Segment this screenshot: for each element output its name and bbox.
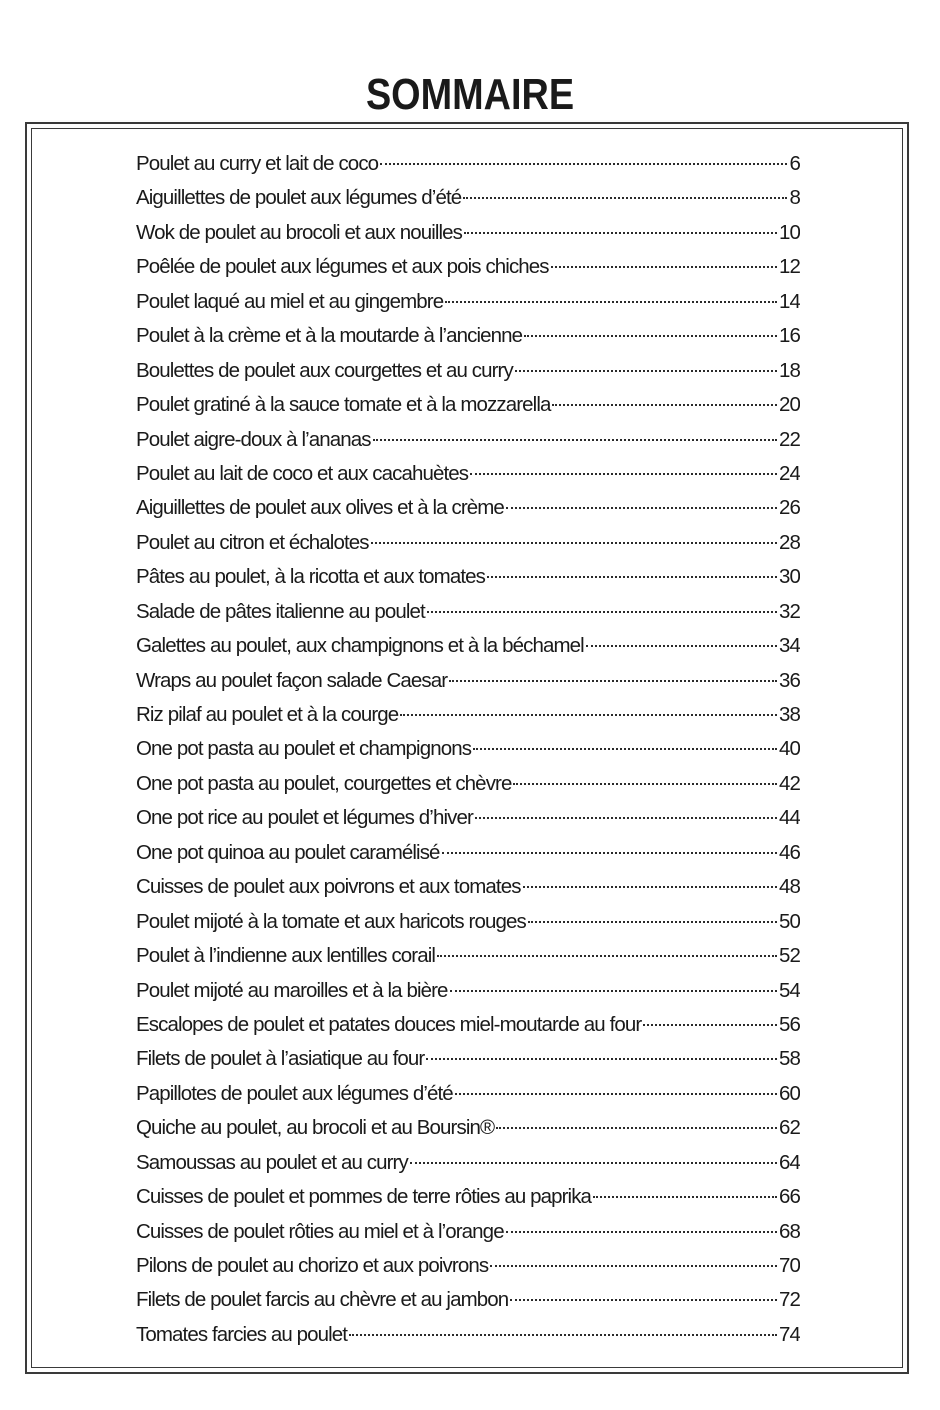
toc-entry[interactable] xyxy=(136,974,800,1008)
toc-entry-line xyxy=(136,698,800,732)
toc-entry-title: Poulet mijoté à la tomate et aux haricots rouges xyxy=(136,909,526,933)
toc-entry-title: One pot pasta au poulet et champignons xyxy=(136,737,472,761)
toc-entry-line xyxy=(136,1111,800,1145)
toc-entry-page-number: 70 xyxy=(778,1254,800,1277)
toc-entry[interactable] xyxy=(136,698,800,732)
toc-entry-line xyxy=(136,1077,800,1111)
toc-entry-line xyxy=(136,905,800,939)
toc-entry-page-number: 72 xyxy=(778,1288,800,1312)
toc-entry-page-number: 20 xyxy=(778,393,800,417)
toc-entry-title: Aiguillettes de poulet aux légumes d’été xyxy=(136,186,462,210)
toc-entry-line xyxy=(136,1180,800,1214)
toc-entry[interactable] xyxy=(136,939,800,973)
toc-dot-leader xyxy=(400,714,777,716)
toc-entry-title: Galettes au poulet, aux champignons et à la béchamel xyxy=(136,634,584,658)
toc-entry[interactable] xyxy=(136,1008,800,1042)
toc-dot-leader xyxy=(552,404,777,406)
toc-entry-page-number: 66 xyxy=(778,1185,800,1209)
toc-dot-leader xyxy=(410,1162,777,1164)
toc-entry-page-number: 44 xyxy=(778,806,800,830)
toc-entry-page-number: 40 xyxy=(778,737,800,761)
toc-dot-leader xyxy=(445,301,777,303)
toc-entry[interactable] xyxy=(136,181,800,215)
toc-entry-page-number: 14 xyxy=(778,289,800,313)
toc-dot-leader xyxy=(475,817,777,819)
toc-entry-title: Poulet au curry et lait de coco xyxy=(136,152,379,175)
toc-entry[interactable] xyxy=(136,285,800,319)
toc-entry-page-number: 12 xyxy=(778,255,800,279)
toc-entry-line xyxy=(136,181,800,215)
toc-entry[interactable] xyxy=(136,423,800,457)
toc-dot-leader xyxy=(473,748,777,750)
toc-entry-title: Poulet laqué au miel et au gingembre xyxy=(136,289,444,313)
toc-entry[interactable] xyxy=(136,491,800,525)
toc-entry[interactable] xyxy=(136,1318,800,1352)
toc-dot-leader xyxy=(349,1334,777,1336)
toc-entry-title: Salade de pâtes italienne au poulet xyxy=(136,599,425,623)
toc-entry-page-number: 26 xyxy=(778,496,800,520)
toc-dot-leader xyxy=(442,852,777,854)
toc-entry-line xyxy=(136,1146,800,1180)
toc-entry-line xyxy=(136,388,800,422)
toc-entry-title: Poulet mijoté au maroilles et à la bière xyxy=(136,978,448,1002)
toc-entry-line xyxy=(136,1318,800,1352)
toc-entry[interactable] xyxy=(136,250,800,284)
toc-entry-line xyxy=(136,629,800,663)
toc-dot-leader xyxy=(380,163,787,165)
toc-dot-leader xyxy=(523,886,777,888)
toc-dot-leader xyxy=(455,1093,777,1095)
toc-dot-leader xyxy=(426,1058,777,1060)
toc-entry-page-number: 74 xyxy=(778,1322,800,1346)
toc-entry-title: Poulet à la crème et à la moutarde à l’ancienne xyxy=(136,324,523,348)
toc-entry[interactable] xyxy=(136,388,800,422)
toc-entry-page-number: 64 xyxy=(778,1150,800,1174)
toc-entry-line xyxy=(136,836,800,870)
toc-entry-title: Boulettes de poulet aux courgettes et au curry xyxy=(136,358,513,382)
toc-entry-title: Cuisses de poulet et pommes de terre rôties au paprika xyxy=(136,1185,592,1209)
toc-entry-title: Cuisses de poulet rôties au miel et à l’orange xyxy=(136,1219,504,1243)
toc-dot-leader xyxy=(496,1127,777,1129)
toc-dot-leader xyxy=(437,955,777,957)
toc-entry-title: Tomates farcies au poulet xyxy=(136,1322,348,1346)
toc-entry[interactable] xyxy=(136,1042,800,1076)
toc-dot-leader xyxy=(427,611,777,613)
toc-entry-line xyxy=(136,250,800,284)
toc-dot-leader xyxy=(371,542,777,544)
toc-entry-title: Cuisses de poulet aux poivrons et aux tomates xyxy=(136,875,521,899)
toc-entry-line xyxy=(136,664,800,698)
toc-entry-title: Escalopes de poulet et patates douces miel-moutarde au four xyxy=(136,1012,642,1036)
toc-entry-line xyxy=(136,939,800,973)
toc-entry-page-number: 10 xyxy=(778,220,800,244)
toc-entry-title: Filets de poulet à l’asiatique au four xyxy=(136,1047,425,1071)
toc-entry[interactable] xyxy=(136,905,800,939)
page-title: SOMMAIRE xyxy=(365,70,575,120)
toc-entry[interactable] xyxy=(136,1215,800,1249)
toc-dot-leader xyxy=(463,197,787,199)
toc-dot-leader xyxy=(464,232,777,234)
toc-entry-line xyxy=(136,732,800,766)
toc-dot-leader xyxy=(513,783,777,785)
toc-entry-title: Poulet gratiné à la sauce tomate et à la mozzarella xyxy=(136,393,551,417)
toc-entry-line xyxy=(136,216,800,250)
toc-entry-line xyxy=(136,1283,800,1317)
toc-entry-line xyxy=(136,526,800,560)
toc-entry[interactable] xyxy=(136,216,800,250)
toc-entry-page-number: 24 xyxy=(778,461,800,485)
toc-entry-title: Filets de poulet farcis au chèvre et au jambon xyxy=(136,1288,509,1312)
toc-entry-page-number: 42 xyxy=(778,771,800,795)
toc-entry-line xyxy=(136,1249,800,1283)
toc-entry-title: Poulet aigre-doux à l’ananas xyxy=(136,427,371,451)
toc-entry-line xyxy=(136,1042,800,1076)
toc-dot-leader xyxy=(506,1231,777,1233)
toc-entry-page-number: 22 xyxy=(778,427,800,451)
toc-entry[interactable] xyxy=(136,629,800,663)
toc-entry-title: Pâtes au poulet, à la ricotta et aux tomates xyxy=(136,565,485,589)
toc-entry[interactable] xyxy=(136,767,800,801)
toc-entry-page-number: 58 xyxy=(778,1047,800,1071)
toc-entry-page-number: 46 xyxy=(778,840,800,864)
toc-entry[interactable] xyxy=(136,664,800,698)
toc-entry-line xyxy=(136,974,800,1008)
toc-entry-line xyxy=(136,1215,800,1249)
toc-dot-leader xyxy=(450,990,777,992)
toc-entry-page-number: 50 xyxy=(778,909,800,933)
toc-entry-title: One pot quinoa au poulet caramélisé xyxy=(136,840,440,864)
toc-entry-line xyxy=(136,595,800,629)
toc-entry[interactable] xyxy=(136,560,800,594)
toc-entry-title: One pot pasta au poulet, courgettes et chèvre xyxy=(136,771,512,795)
toc-entry-line xyxy=(136,319,800,353)
toc-entry[interactable] xyxy=(136,319,800,353)
toc-dot-leader xyxy=(506,507,777,509)
toc-dot-leader xyxy=(490,1265,777,1267)
toc-entry-page-number: 34 xyxy=(778,634,800,658)
toc-entry-page-number: 48 xyxy=(778,875,800,899)
toc-entry-line xyxy=(136,457,800,491)
toc-entry-title: Pilons de poulet au chorizo et aux poivrons xyxy=(136,1254,489,1277)
toc-entry-line xyxy=(136,870,800,904)
table-of-contents xyxy=(136,147,800,1352)
toc-entry-page-number: 16 xyxy=(778,324,800,348)
toc-entry[interactable] xyxy=(136,836,800,870)
toc-entry-page-number: 18 xyxy=(778,358,800,382)
toc-entry-title: Poulet au lait de coco et aux cacahuètes xyxy=(136,461,469,485)
toc-entry-title: Wraps au poulet façon salade Caesar xyxy=(136,668,448,692)
toc-entry-line xyxy=(136,285,800,319)
toc-entry-line xyxy=(136,767,800,801)
toc-entry[interactable] xyxy=(136,1283,800,1317)
toc-dot-leader xyxy=(524,335,777,337)
toc-entry[interactable] xyxy=(136,595,800,629)
toc-dot-leader xyxy=(515,370,777,372)
toc-entry-line xyxy=(136,801,800,835)
toc-entry-line xyxy=(136,1008,800,1042)
toc-entry[interactable] xyxy=(136,147,800,181)
toc-dot-leader xyxy=(643,1024,777,1026)
toc-entry-page-number: 32 xyxy=(778,599,800,623)
toc-dot-leader xyxy=(449,680,777,682)
toc-dot-leader xyxy=(373,439,777,441)
toc-entry-page-number: 62 xyxy=(778,1116,800,1140)
toc-entry-line xyxy=(136,354,800,388)
toc-entry-page-number: 60 xyxy=(778,1081,800,1105)
toc-dot-leader xyxy=(551,266,777,268)
toc-entry-page-number: 30 xyxy=(778,565,800,589)
toc-entry-page-number: 6 xyxy=(789,152,800,175)
toc-entry-title: Papillotes de poulet aux légumes d’été xyxy=(136,1081,453,1105)
toc-entry-line xyxy=(136,491,800,525)
toc-entry[interactable] xyxy=(136,354,800,388)
toc-entry-page-number: 68 xyxy=(778,1219,800,1243)
toc-dot-leader xyxy=(510,1299,777,1301)
toc-entry-title: Poêlée de poulet aux légumes et aux pois chiches xyxy=(136,255,549,279)
toc-entry[interactable] xyxy=(136,1146,800,1180)
toc-dot-leader xyxy=(593,1196,777,1198)
toc-entry-title: Samoussas au poulet et au curry xyxy=(136,1150,408,1174)
toc-entry[interactable] xyxy=(136,526,800,560)
toc-entry-page-number: 8 xyxy=(789,186,800,210)
toc-entry-page-number: 52 xyxy=(778,944,800,968)
toc-entry[interactable] xyxy=(136,1111,800,1145)
toc-entry[interactable] xyxy=(136,732,800,766)
toc-entry-line xyxy=(136,423,800,457)
toc-entry-line xyxy=(136,560,800,594)
toc-dot-leader xyxy=(470,473,777,475)
toc-entry[interactable] xyxy=(136,801,800,835)
toc-entry-title: One pot rice au poulet et légumes d’hiver xyxy=(136,806,473,830)
toc-entry-page-number: 36 xyxy=(778,668,800,692)
toc-entry[interactable] xyxy=(136,1077,800,1111)
toc-entry-page-number: 28 xyxy=(778,530,800,554)
toc-entry-title: Aiguillettes de poulet aux olives et à la crème xyxy=(136,496,504,520)
toc-dot-leader xyxy=(487,576,777,578)
toc-entry-title: Riz pilaf au poulet et à la courge xyxy=(136,703,399,726)
toc-entry[interactable] xyxy=(136,870,800,904)
toc-entry[interactable] xyxy=(136,1249,800,1283)
toc-entry[interactable] xyxy=(136,1180,800,1214)
toc-entry-title: Poulet à l’indienne aux lentilles corail xyxy=(136,944,436,968)
toc-entry-page-number: 56 xyxy=(778,1012,800,1036)
toc-entry-title: Quiche au poulet, au brocoli et au Boursin® xyxy=(136,1116,495,1140)
toc-entry-page-number: 38 xyxy=(778,703,800,726)
toc-entry[interactable] xyxy=(136,457,800,491)
toc-dot-leader xyxy=(586,645,777,647)
toc-entry-page-number: 54 xyxy=(778,978,800,1002)
toc-entry-line xyxy=(136,147,800,181)
toc-dot-leader xyxy=(528,921,777,923)
toc-entry-title: Poulet au citron et échalotes xyxy=(136,530,369,554)
toc-entry-title: Wok de poulet au brocoli et aux nouilles xyxy=(136,220,463,244)
